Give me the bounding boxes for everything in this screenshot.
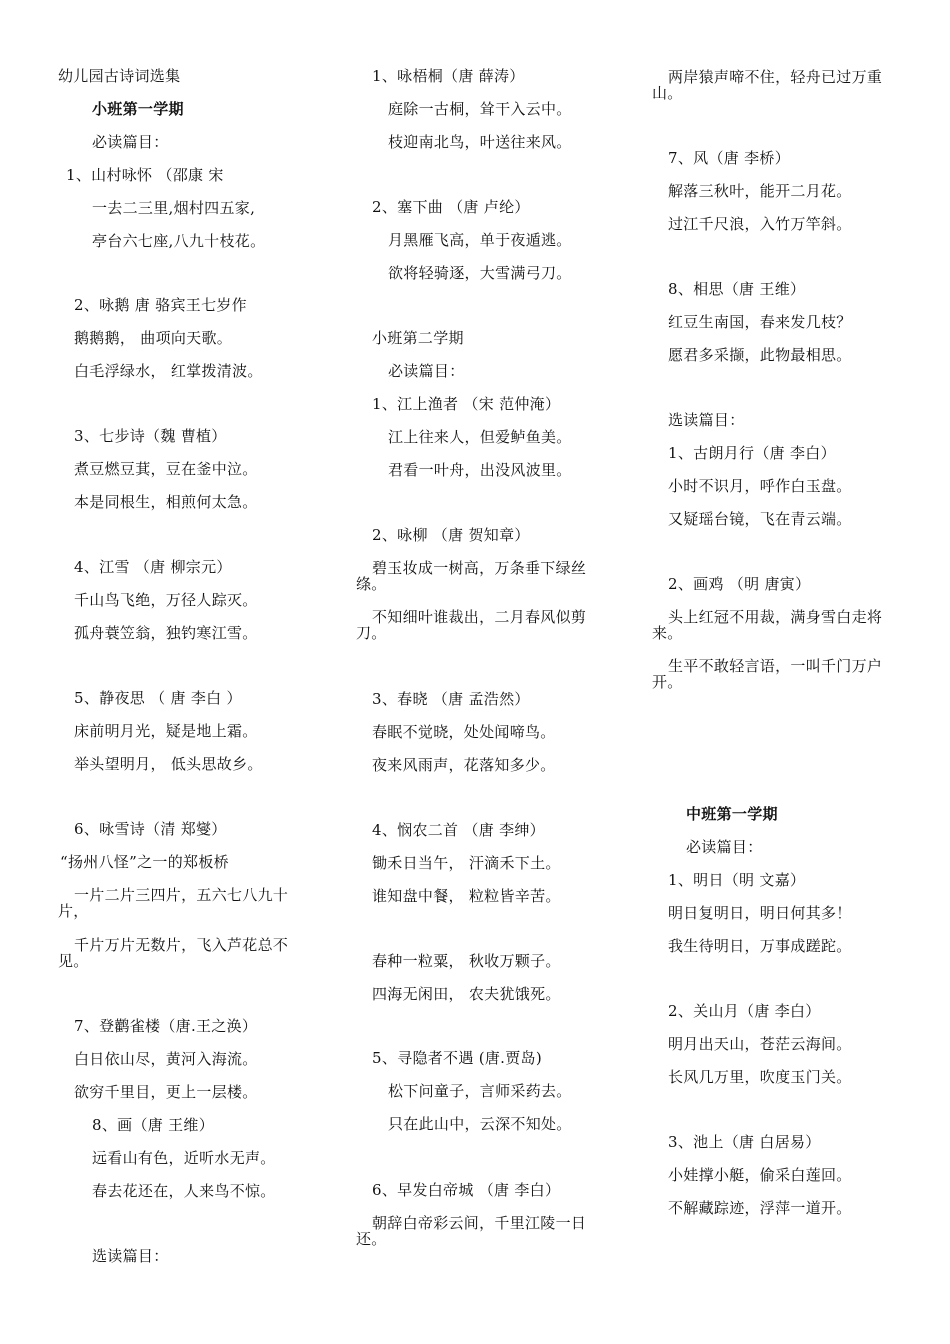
poem-line: 千片万片无数片，飞入芦花总不见。 xyxy=(58,936,289,970)
poem-line: 君看一叶舟，出没风波里。 xyxy=(388,461,572,479)
poem-line: 朝辞白帝彩云间，千里江陵一日还。 xyxy=(356,1214,587,1248)
poem-line: 生平不敢轻言语，一叫千门万户开。 xyxy=(652,657,883,691)
poem-line: 明日复明日，明日何其多！ xyxy=(668,904,852,922)
poem-line: 欲将轻骑逐，大雪满弓刀。 xyxy=(388,264,572,282)
poem-title: 1、山村咏怀 （邵康 宋 xyxy=(66,166,224,184)
poem-line: 春去花还在，人来鸟不惊。 xyxy=(92,1182,276,1200)
poem-note: “扬州八怪”之一的郑板桥 xyxy=(60,853,229,871)
optional-heading: 选读篇目： xyxy=(668,411,745,429)
poem-line: 煮豆燃豆萁，豆在釜中泣。 xyxy=(74,460,258,478)
poem-line: 枝迎南北鸟，叶送往来风。 xyxy=(388,133,572,151)
poem-line: 不知细叶谁裁出，二月春风似剪刀。 xyxy=(356,608,587,642)
poem-line: 小时不识月，呼作白玉盘。 xyxy=(668,477,852,495)
poem-line: 锄禾日当午， 汗滴禾下土。 xyxy=(372,854,561,872)
poem-title: 1、江上渔者 （宋 范仲淹） xyxy=(372,395,561,413)
poem-line: 碧玉妆成一树高，万条垂下绿丝绦。 xyxy=(356,559,587,593)
poem-line: 春种一粒粟， 秋收万颗子。 xyxy=(372,952,561,970)
poem-line: 远看山有色，近听水无声。 xyxy=(92,1149,276,1167)
poem-line: 孤舟蓑笠翁，独钓寒江雪。 xyxy=(74,624,258,642)
required-heading: 必读篇目： xyxy=(388,362,465,380)
document-title: 幼儿园古诗词选集 xyxy=(58,67,181,85)
poem-title: 5、静夜思 （ 唐 李白 ） xyxy=(74,689,242,707)
poem-line: 长风几万里，吹度玉门关。 xyxy=(668,1068,852,1086)
poem-line: 谁知盘中餐， 粒粒皆辛苦。 xyxy=(372,887,561,905)
poem-title: 2、咏柳 （唐 贺知章） xyxy=(372,526,530,544)
poem-line: 四海无闲田， 农夫犹饿死。 xyxy=(372,985,561,1003)
poem-line: 白毛浮绿水， 红掌拨清波。 xyxy=(74,362,263,380)
poem-line: 只在此山中，云深不知处。 xyxy=(388,1115,572,1133)
poem-title: 7、风（唐 李桥） xyxy=(668,149,791,167)
poem-title: 2、关山月（唐 李白） xyxy=(668,1002,821,1020)
poem-line: 春眠不觉晓，处处闻啼鸟。 xyxy=(372,723,556,741)
poem-line: 愿君多采撷，此物最相思。 xyxy=(668,346,852,364)
poem-line: 鹅鹅鹅， 曲项向天歌。 xyxy=(74,329,233,347)
poem-title: 7、登鹳雀楼（唐.王之涣） xyxy=(74,1017,258,1035)
poem-line: 不解藏踪迹，浮萍一道开。 xyxy=(668,1199,852,1217)
term-heading: 小班第一学期 xyxy=(92,100,184,118)
poem-line: 庭除一古桐，耸干入云中。 xyxy=(388,100,572,118)
poem-title: 8、画（唐 王维） xyxy=(92,1116,215,1134)
poem-line: 千山鸟飞绝，万径人踪灭。 xyxy=(74,591,258,609)
poem-line: 本是同根生，相煎何太急。 xyxy=(74,493,258,511)
poem-title: 6、早发白帝城 （唐 李白） xyxy=(372,1181,561,1199)
poem-line: 解落三秋叶，能开二月花。 xyxy=(668,182,852,200)
poem-line: 一去二三里,烟村四五家, xyxy=(92,199,256,217)
poem-title: 4、悯农二首 （唐 李绅） xyxy=(372,821,545,839)
poem-title: 4、江雪 （唐 柳宗元） xyxy=(74,558,232,576)
poem-line: 江上往来人，但爱鲈鱼美。 xyxy=(388,428,572,446)
poem-line: 两岸猿声啼不住，轻舟已过万重山。 xyxy=(652,68,883,102)
poem-line: 头上红冠不用裁，满身雪白走将来。 xyxy=(652,608,883,642)
poem-title: 6、咏雪诗（清 郑燮） xyxy=(74,820,227,838)
poem-title: 1、咏梧桐（唐 薛涛） xyxy=(372,67,525,85)
poem-line: 月黑雁飞高，单于夜遁逃。 xyxy=(388,231,572,249)
poem-line: 红豆生南国，春来发几枝？ xyxy=(668,313,852,331)
term-heading: 小班第二学期 xyxy=(372,329,464,347)
poem-line: 过江千尺浪，入竹万竿斜。 xyxy=(668,215,852,233)
poem-title: 3、池上（唐 白居易） xyxy=(668,1133,821,1151)
poem-line: 欲穷千里目，更上一层楼。 xyxy=(74,1083,258,1101)
poem-line: 亭台六七座,八九十枝花。 xyxy=(92,232,266,250)
poem-line: 我生待明日，万事成蹉跎。 xyxy=(668,937,852,955)
required-heading: 必读篇目： xyxy=(686,838,763,856)
poem-line: 松下问童子，言师采药去。 xyxy=(388,1082,572,1100)
poem-title: 2、咏鹅 唐 骆宾王七岁作 xyxy=(74,296,247,314)
poem-title: 8、相思（唐 王维） xyxy=(668,280,806,298)
poem-line: 一片二片三四片，五六七八九十片， xyxy=(58,886,289,920)
poem-line: 举头望明月， 低头思故乡。 xyxy=(74,755,263,773)
poem-title: 2、塞下曲 （唐 卢纶） xyxy=(372,198,530,216)
term-heading: 中班第一学期 xyxy=(686,805,778,823)
poem-line: 明月出天山，苍茫云海间。 xyxy=(668,1035,852,1053)
poem-title: 1、古朗月行（唐 李白） xyxy=(668,444,836,462)
poem-line: 又疑瑶台镜，飞在青云端。 xyxy=(668,510,852,528)
poem-title: 1、明日（明 文嘉） xyxy=(668,871,806,889)
poem-line: 床前明月光，疑是地上霜。 xyxy=(74,722,258,740)
poem-line: 白日依山尽，黄河入海流。 xyxy=(74,1050,258,1068)
poem-title: 2、画鸡 （明 唐寅） xyxy=(668,575,811,593)
poem-line: 小娃撑小艇，偷采白莲回。 xyxy=(668,1166,852,1184)
required-heading: 必读篇目： xyxy=(92,133,169,151)
poem-title: 3、七步诗（魏 曹植） xyxy=(74,427,227,445)
poem-line: 夜来风雨声，花落知多少。 xyxy=(372,756,556,774)
poem-title: 3、春晓 （唐 孟浩然） xyxy=(372,690,530,708)
optional-heading: 选读篇目： xyxy=(92,1247,169,1265)
poem-title: 5、寻隐者不遇 (唐.贾岛) xyxy=(372,1049,542,1067)
